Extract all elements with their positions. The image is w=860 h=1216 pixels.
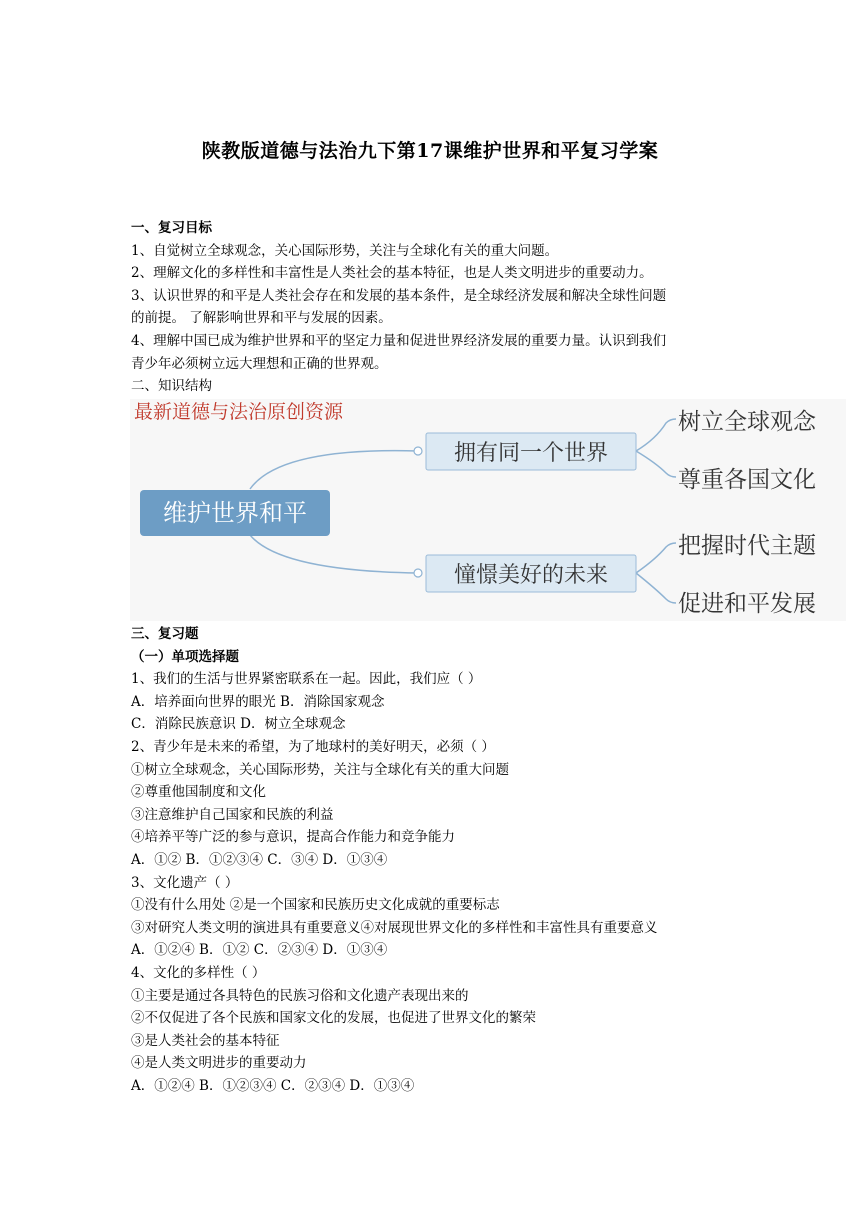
question-line: A．培养面向世界的眼光 B．消除国家观念	[131, 693, 385, 710]
section-review-questions	[131, 623, 751, 1097]
question-line: ①主要是通过各具特色的民族习俗和文化遗产表现出来的	[131, 987, 469, 1004]
knowledge-mindmap	[130, 399, 846, 621]
question-line: A．①②④ B．①② C．②③④ D．①③④	[131, 942, 388, 959]
connector-line	[636, 573, 676, 603]
connector-line	[636, 419, 676, 451]
page-title: 陕教版道德与法治九下第17课维护世界和平复习学案	[201, 140, 659, 162]
connector-line	[636, 451, 676, 477]
question-line: ③注意维护自己国家和民族的利益	[131, 806, 334, 823]
leaf-node-label: 把握时代主题	[678, 533, 816, 559]
text-line: 3、认识世界的和平是人类社会存在和发展的基本条件，是全球经济发展和解决全球性问题	[131, 287, 667, 304]
question-line: ④培养平等广泛的参与意识，提高合作能力和竞争能力	[131, 829, 455, 846]
section-heading: 三、复习题	[131, 626, 199, 642]
text-line: 4、理解中国已成为维护世界和平的坚定力量和促进世界经济发展的重要力量。认识到我们	[131, 332, 667, 349]
text-line: 的前提。 了解影响世界和平与发展的因素。	[131, 310, 392, 327]
question-line: ②尊重他国制度和文化	[131, 784, 266, 801]
collapse-toggle-icon	[414, 447, 422, 455]
question-line: ②不仅促进了各个民族和国家文化的发展，也促进了世界文化的繁荣	[131, 1010, 536, 1027]
text-line: 青少年必须树立远大理想和正确的世界观。	[131, 355, 388, 372]
section-heading: 二、知识结构	[131, 378, 212, 395]
question-line: ①树立全球观念，关心国际形势，关注与全球化有关的重大问题	[131, 761, 509, 778]
connector-line	[250, 451, 418, 489]
question-line: 3、文化遗产（ ）	[131, 874, 239, 891]
leaf-node-label: 尊重各国文化	[678, 467, 816, 493]
branch-node-label: 憧憬美好的未来	[453, 563, 609, 588]
section-heading: 一、复习目标	[131, 220, 212, 236]
collapse-toggle-icon	[414, 569, 422, 577]
question-line: A．①②④ B．①②③④ C．②③④ D．①③④	[131, 1077, 415, 1094]
question-line: ④是人类文明进步的重要动力	[131, 1055, 307, 1072]
question-line: 4、文化的多样性（ ）	[131, 964, 266, 981]
text-line: 2、理解文化的多样性和丰富性是人类社会的基本特征，也是人类文明进步的重要动力。	[131, 265, 653, 282]
question-line: 1、我们的生活与世界紧密联系在一起。因此，我们应（ ）	[131, 671, 482, 688]
subsection-heading: （一）单项选择题	[131, 648, 239, 665]
leaf-node-label: 树立全球观念	[678, 409, 816, 435]
question-line: ③是人类社会的基本特征	[131, 1032, 280, 1049]
question-line: C．消除民族意识 D．树立全球观念	[131, 716, 346, 733]
watermark-text: 最新道德与法治原创资源	[134, 401, 344, 423]
root-node-label: 维护世界和平	[163, 499, 307, 527]
branch-node-label: 拥有同一个世界	[453, 441, 609, 466]
leaf-node-label: 促进和平发展	[678, 591, 816, 617]
connector-line	[636, 543, 676, 573]
question-line: A．①② B．①②③④ C．③④ D．①③④	[131, 851, 388, 868]
question-line: ③对研究人类文明的演进具有重要意义④对展现世界文化的多样性和丰富性具有重要意义	[131, 919, 658, 936]
text-line: 1、自觉树立全球观念，关心国际形势，关注与全球化有关的重大问题。	[131, 242, 559, 259]
section-review-goals	[131, 217, 751, 398]
question-line: ①没有什么用处 ②是一个国家和民族历史文化成就的重要标志	[131, 897, 500, 914]
connector-line	[250, 535, 418, 573]
question-line: 2、青少年是未来的希望，为了地球村的美好明天，必须（ ）	[131, 738, 495, 755]
